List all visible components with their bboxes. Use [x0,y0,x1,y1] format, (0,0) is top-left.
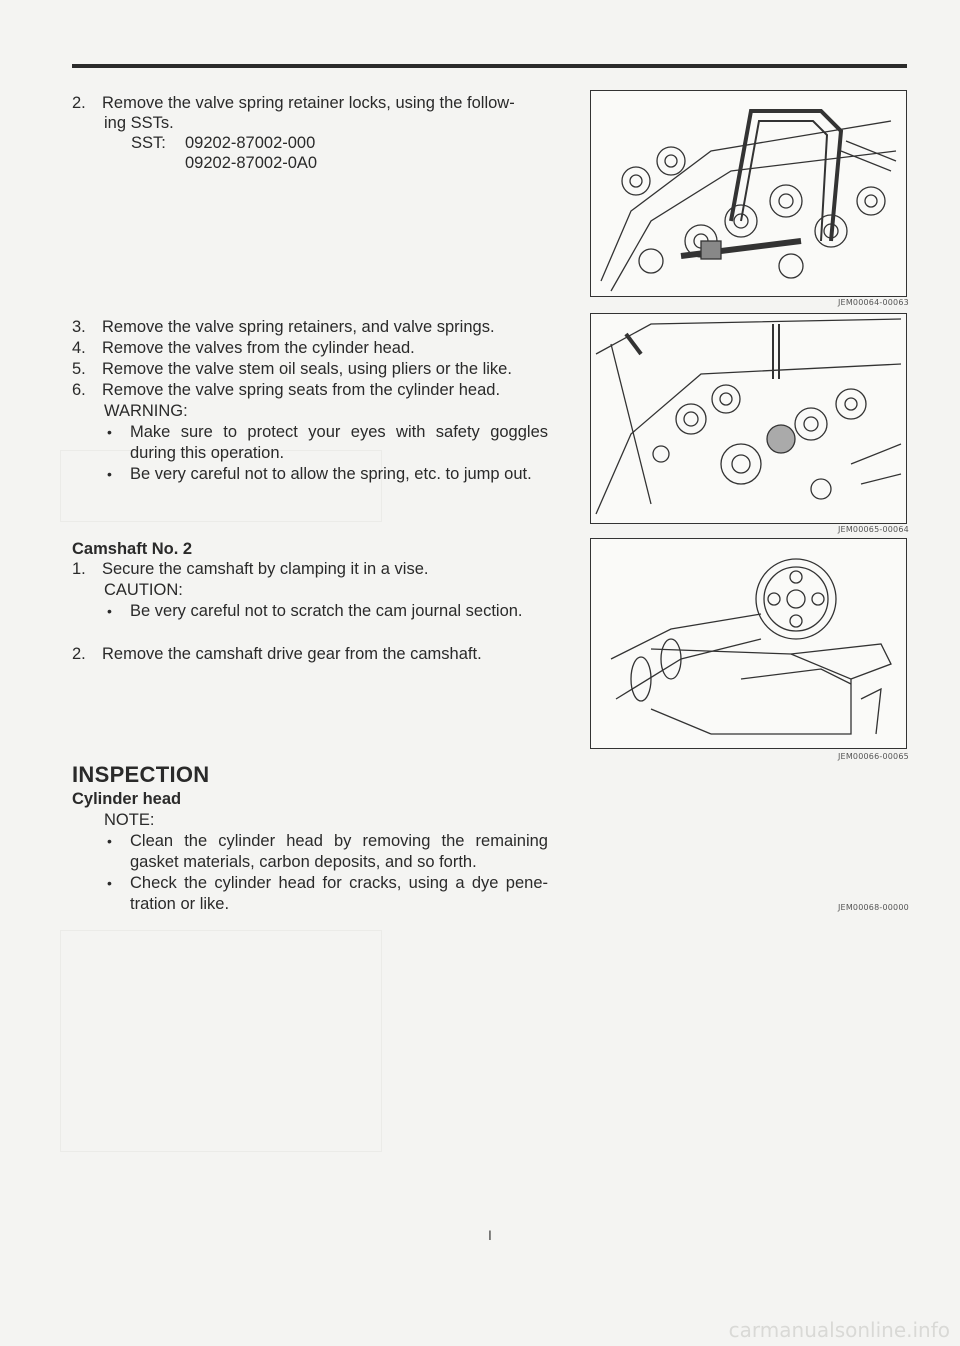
note-bullet-1-cont: gasket materials, carbon deposits, and so forth. [130,853,477,871]
bleed-through-box [60,930,382,1152]
cylinder-head-subheading: Cylinder head [72,790,182,808]
warning-bullet-1: • Make sure to protect your eyes with safety goggles [130,422,548,443]
note-bullet-2: • Check the cylinder head for cracks, using a dye pene- [130,873,548,894]
sst-line-1: SST: 09202-87002-000 [131,134,316,152]
valve-removal-illustration [591,314,906,523]
step-2-line1: 2. Remove the valve spring retainer locks, using the follow- [72,94,515,112]
camshaft-step-2: 2. Remove the camshaft drive gear from the camshaft. [72,645,482,663]
step-6: 6. Remove the valve spring seats from the cylinder head. [72,381,501,399]
figure-1-id: JEM00064-00063 [838,298,909,307]
note-bullet-2-cont: tration or like. [130,895,230,913]
step-3: 3. Remove the valve spring retainers, and valve springs. [72,318,495,336]
caution-bullet: • Be very careful not to scratch the cam journal section. [130,601,523,622]
sst-tool-illustration [591,91,906,296]
figure-camshaft-vise [590,538,907,749]
figure-sst-tool [590,90,907,297]
page-number: I [488,1227,492,1243]
figure-2-id: JEM00065-00064 [838,525,909,534]
sst-line-2: 09202-87002-0A0 [185,154,318,172]
top-rule [72,64,907,68]
step-2-line2: ing SSTs. [104,114,174,132]
note-bullet-1: • Clean the cylinder head by removing the remaining [130,831,548,852]
inspection-heading: INSPECTION [72,762,210,787]
warning-bullet-2: • Be very careful not to allow the spring, etc. to jump out. [130,464,532,485]
warning-label: WARNING: [104,402,188,420]
camshaft-vise-illustration [591,539,906,748]
step-4: 4. Remove the valves from the cylinder head. [72,339,415,357]
figure-valve-removal [590,313,907,524]
warning-bullet-1-cont: during this operation. [130,444,285,462]
camshaft-step-1: 1. Secure the camshaft by clamping it in a vise. [72,560,429,578]
watermark-text: carmanualsonline.info [728,1318,950,1342]
figure-3-id: JEM00066-00065 [838,752,909,761]
step-5: 5. Remove the valve stem oil seals, using pliers or the like. [72,360,512,378]
figure-4-id: JEM00068-00000 [838,903,909,912]
camshaft-heading: Camshaft No. 2 [72,540,193,558]
note-label: NOTE: [104,811,155,829]
caution-label: CAUTION: [104,581,183,599]
